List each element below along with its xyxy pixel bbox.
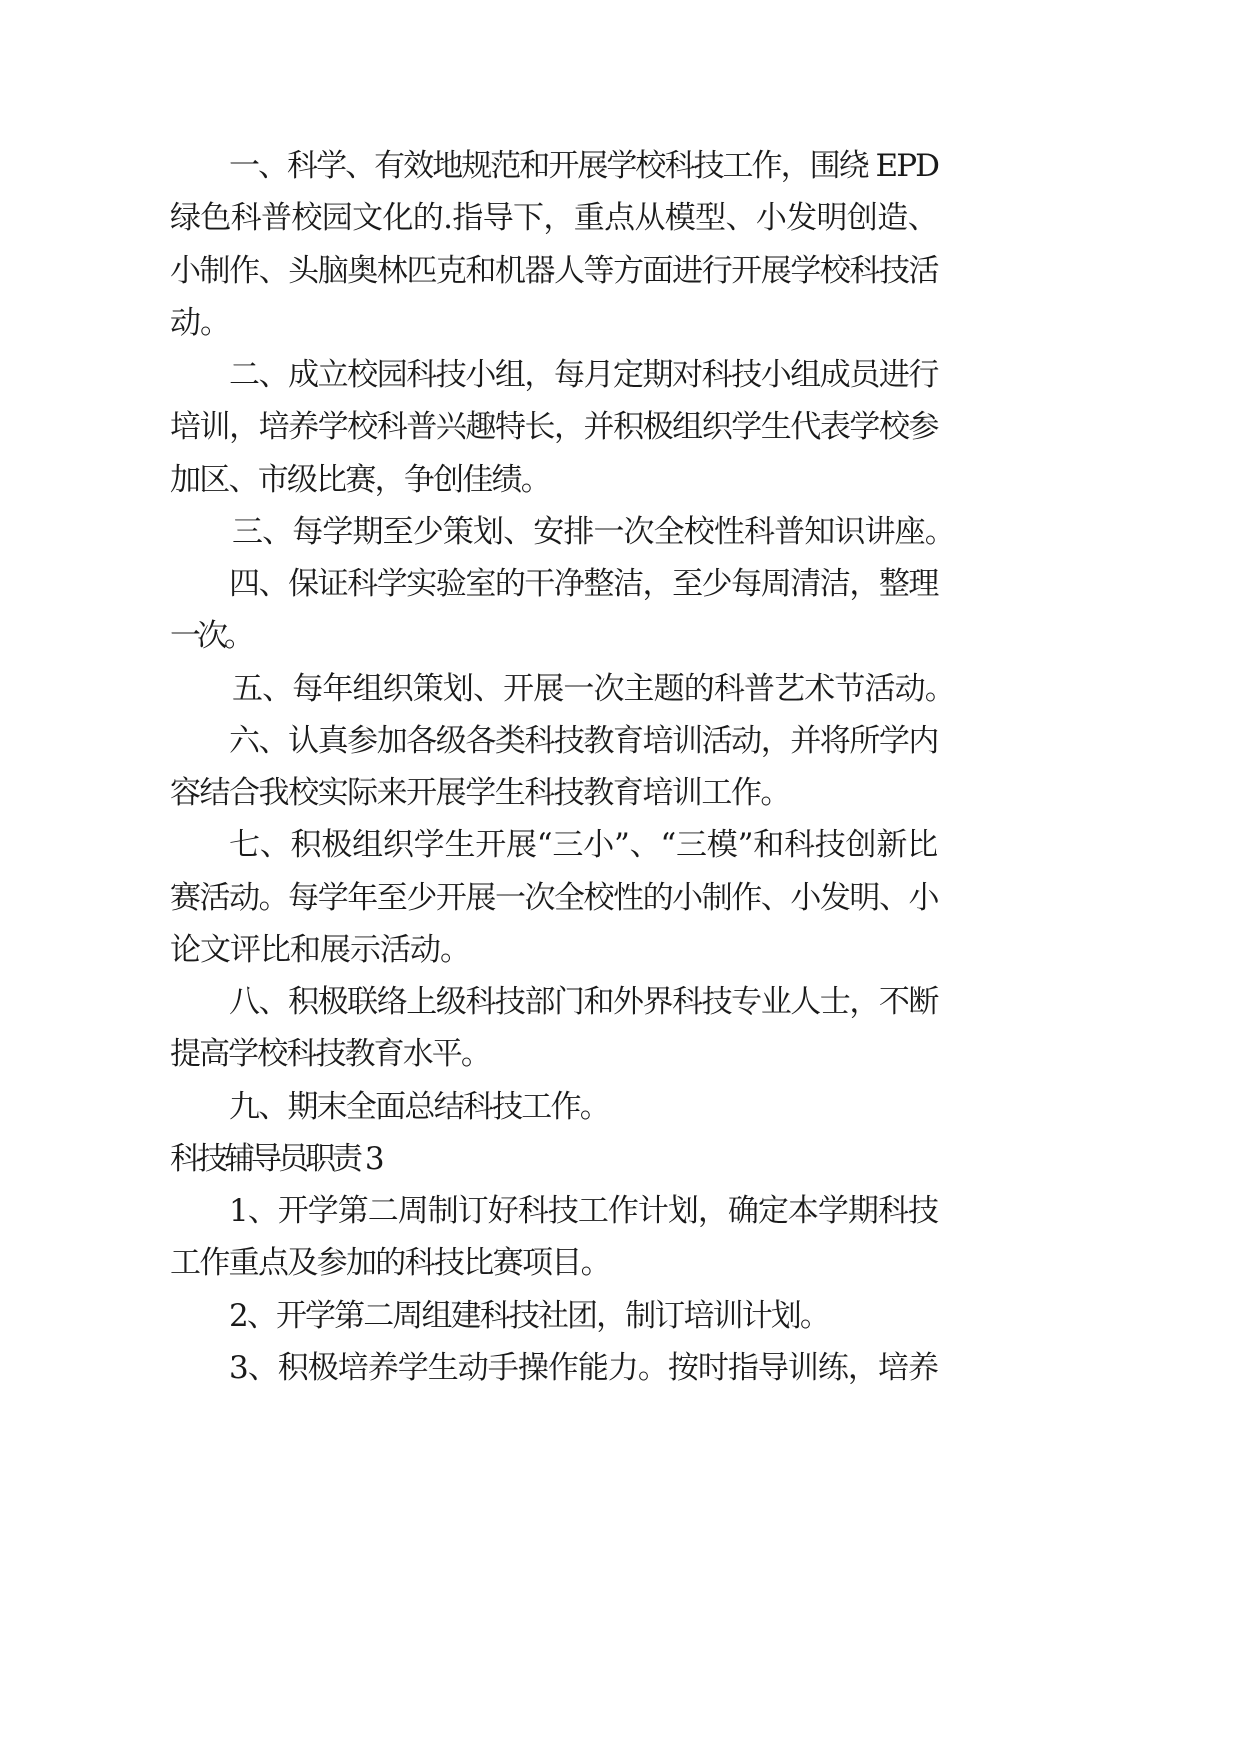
text-line: 七、积极组织学生开展“三小”、“三模”和科技创新比 <box>229 827 938 863</box>
text-line: 五、每年组织策划、开展一次主题的科普艺术节活动。 <box>232 671 955 707</box>
text-line: 二、成立校园科技小组，每月定期对科技小组成员进行 <box>229 357 938 393</box>
text-line: 九、期末全面总结科技工作。 <box>229 1089 609 1125</box>
text-line: 2、开学第二周组建科技社团，制订培训计划。 <box>229 1298 830 1334</box>
text-line: 论文评比和展示活动。 <box>170 932 470 968</box>
text-line: 工作重点及参加的科技比赛项目。 <box>170 1245 610 1281</box>
text-line: 容结合我校实际来开展学生科技教育培训工作。 <box>170 775 790 811</box>
text-line: 六、认真参加各级各类科技教育培训活动，并将所学内 <box>229 723 938 759</box>
text-line: 提高学校科技教育水平。 <box>170 1036 490 1072</box>
text-line: 1、开学第二周制订好科技工作计划，确定本学期科技 <box>229 1193 938 1229</box>
text-line: 赛活动。每学年至少开展一次全校性的小制作、小发明、小 <box>170 880 939 916</box>
text-line: 3、积极培养学生动手操作能力。按时指导训练，培养 <box>229 1350 938 1386</box>
text-line: 三、每学期至少策划、安排一次全校性科普知识讲座。 <box>232 514 955 550</box>
text-line: 一、科学、有效地规范和开展学校科技工作，围绕 EPD <box>229 148 938 184</box>
text-line: 加区、市级比赛，争创佳绩。 <box>170 462 550 498</box>
text-line: 绿色科普校园文化的.指导下，重点从模型、小发明创造、 <box>170 200 938 236</box>
text-line: 四、保证科学实验室的干净整洁，至少每周清洁，整理 <box>229 566 938 602</box>
text-line: 一次。 <box>170 618 251 654</box>
text-line: 培训，培养学校科普兴趣特长，并积极组织学生代表学校参 <box>170 409 939 445</box>
text-line: 动。 <box>170 305 230 341</box>
section-heading: 科技辅导员职责 3 <box>170 1141 381 1177</box>
text-line: 小制作、头脑奥林匹克和机器人等方面进行开展学校科技活 <box>170 253 939 289</box>
text-line: 八、积极联络上级科技部门和外界科技专业人士，不断 <box>229 984 938 1020</box>
